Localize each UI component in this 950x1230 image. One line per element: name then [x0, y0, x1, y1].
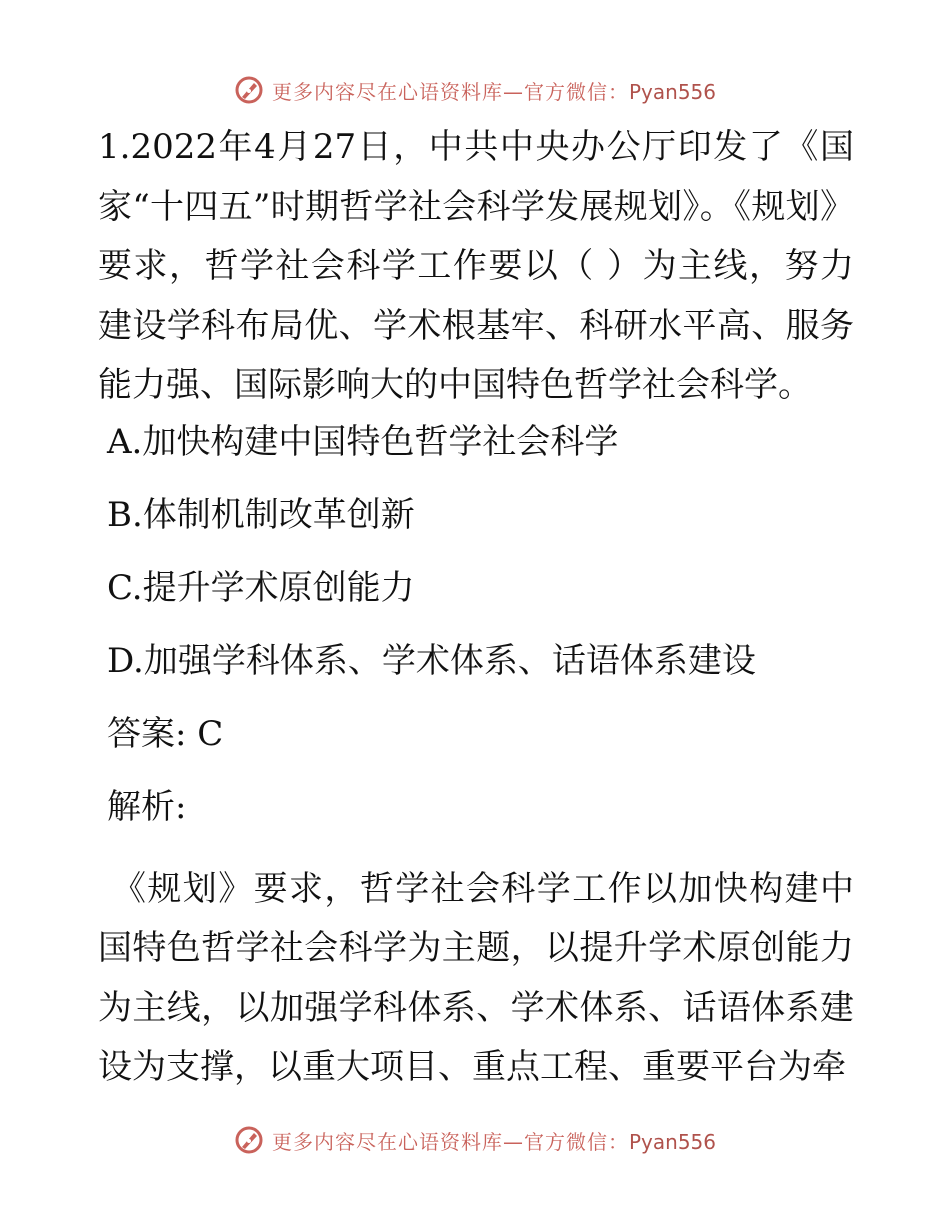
pen-nib-logo-icon — [234, 1125, 264, 1155]
analysis-label: 解析: — [107, 786, 187, 827]
watermark-text: 更多内容尽在心语资料库—官方微信：Pyan556 — [271, 1129, 716, 1154]
option-b: B.体制机制改革创新 — [107, 494, 415, 535]
pen-nib-logo-icon — [234, 75, 264, 105]
option-c: C.提升学术原创能力 — [107, 567, 415, 608]
document-body — [98, 118, 854, 1098]
footer-watermark — [0, 1120, 950, 1160]
header-watermark — [0, 70, 950, 110]
answer-line: 答案: C — [107, 713, 224, 754]
question-stem: 1.2022年4月27日，中共中央办公厅印发了《国家“十四五”时期哲学社会科学发展规划》。《规划》要求，哲学社会科学工作要以（ ）为主线，努力建设学科布局优、学术根基牢、科研水平高、服务能力强、国际影响大的中国特色哲学社会科学。 — [98, 127, 854, 405]
analysis-text: 《规划》要求，哲学社会科学工作以加快构建中国特色哲学社会科学为主题，以提升学术原创能力为主线，以加强学科体系、学术体系、话语体系建设为支撑，以重大项目、重点工程、重要平台为牵 — [98, 868, 854, 1087]
watermark-text: 更多内容尽在心语资料库—官方微信：Pyan556 — [271, 79, 716, 104]
option-a: A.加快构建中国特色哲学社会科学 — [107, 421, 619, 462]
option-d: D.加强学科体系、学术体系、话语体系建设 — [107, 640, 756, 681]
